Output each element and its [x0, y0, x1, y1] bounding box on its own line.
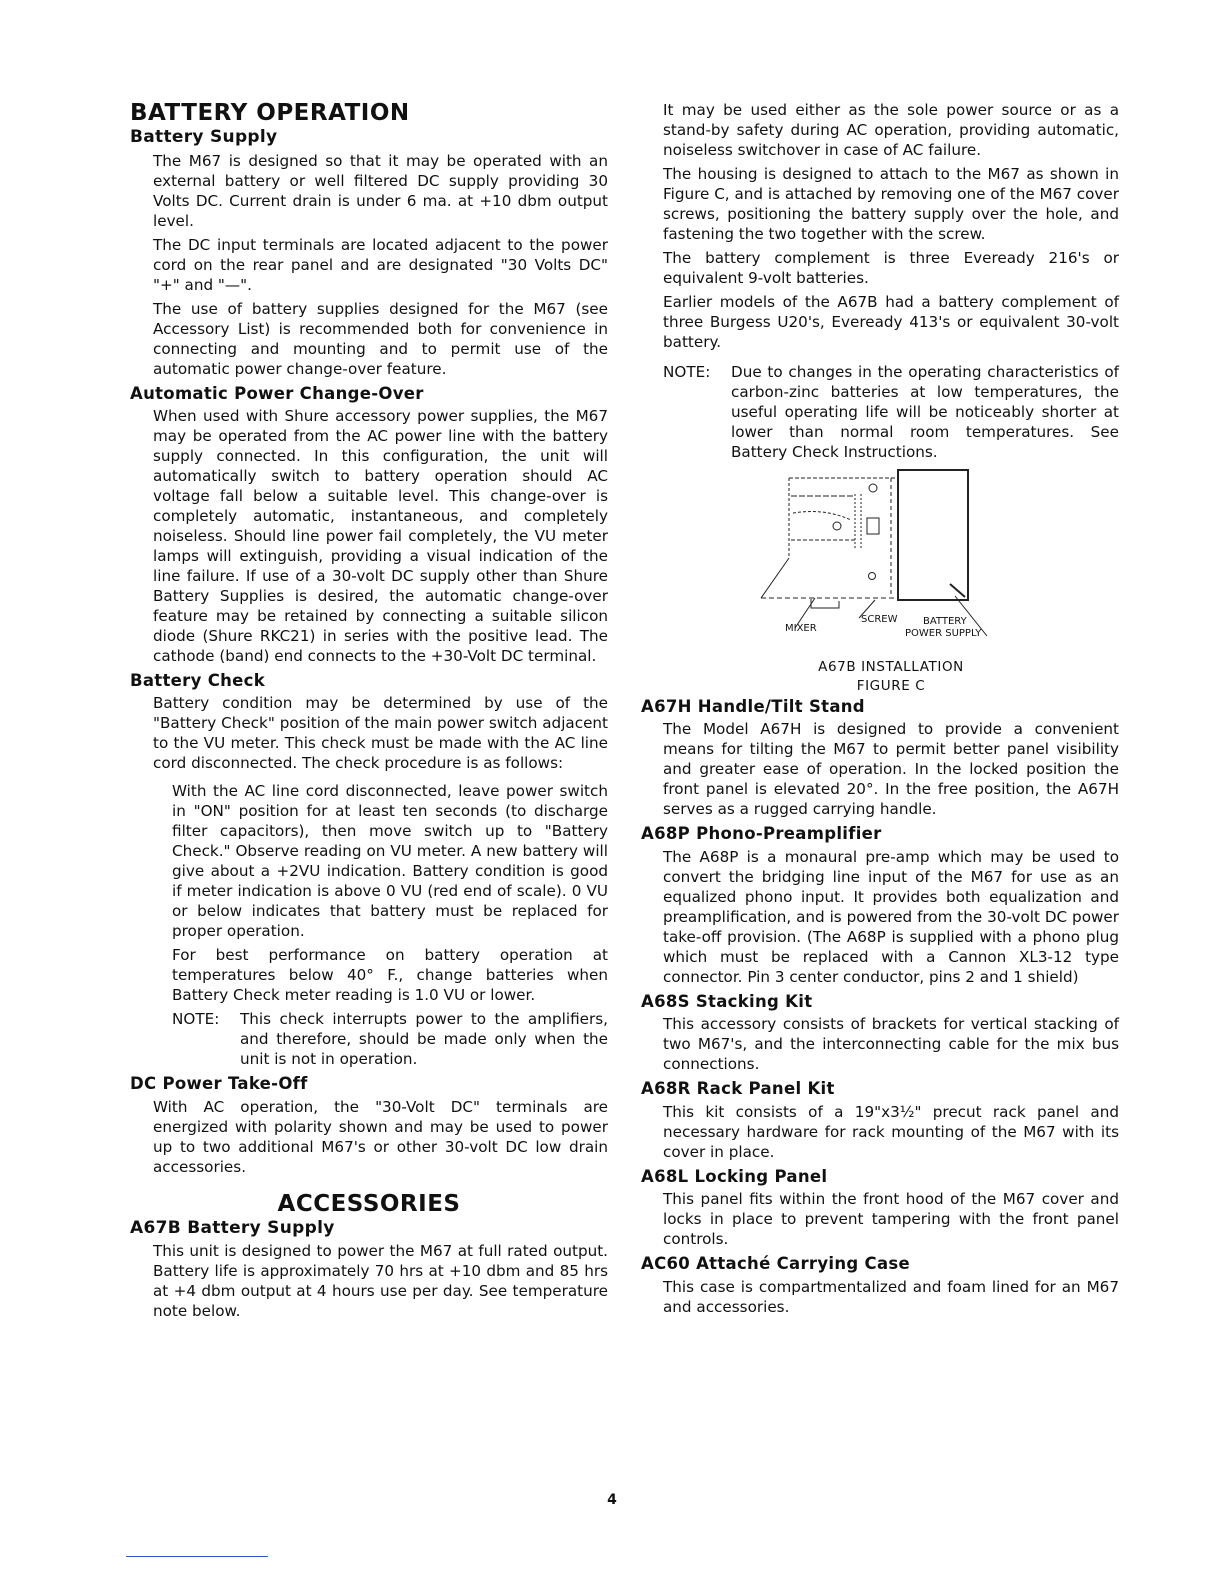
a68r-p1: This kit consists of a 19"x3½" precut rack panel and necessary hardware for rack mounting of the M67 with its cover in place. — [663, 1102, 1119, 1161]
ac60-p1: This case is compartmentalized and foam lined for an M67 and accessories. — [663, 1277, 1119, 1316]
battery-supply-section — [130, 126, 608, 378]
battery-operation-title: BATTERY OPERATION — [130, 100, 410, 126]
a67h-p1: The Model A67H is designed to provide a convenient means for tilting the M67 to permit better panel visibility and greater ease of operation. In the locked position the front panel is elevated 20°. In the free position, the A67H serves as a rugged carrying handle. — [663, 720, 1119, 819]
a67b-p1: This unit is designed to power the M67 at full rated output. Battery life is approximately 70 hrs at +10 dbm and 85 hrs at +4 dbm output at 4 hours use per day. See temperature note below. — [153, 1242, 608, 1321]
accessories-title: ACCESSORIES — [277, 1190, 461, 1217]
battery-check-p1: Battery condition may be determined by use of the "Battery Check" position of the main power switch adjacent to the VU meter. This check must be made with the AC line cord disconnected. The check procedure is as follows: — [153, 694, 608, 773]
ac60-heading: AC60 Attaché Carrying Case — [641, 1254, 911, 1274]
a68p-section — [641, 823, 1119, 986]
a67b-cont-p1: It may be used either as the sole power source or as a stand-by safety during AC operation, providing automatic, noiseless switchover in case of AC failure. — [663, 101, 1119, 159]
auto-change-heading: Automatic Power Change-Over — [130, 383, 424, 403]
dc-takeoff-heading: DC Power Take-Off — [130, 1074, 308, 1094]
battery-check-section — [130, 670, 608, 1069]
a68p-p1: The A68P is a monaural pre-amp which may be used to convert the bridging line input of the M67 for use as an equalized phono input. It provides both equalization and preamplification, and is powered from the 30-volt DC power take-off provision. (The A68P is supplied with a phono plug which must be replaced with a Cannon XL3-12 type connector. Pin 3 center conductor, pins 2 and 1 shield) — [663, 847, 1119, 986]
page-number: 4 — [607, 1492, 617, 1508]
figure-label-power-supply: POWER SUPPLY — [905, 628, 982, 639]
a68s-p1: This accessory consists of brackets for vertical stacking of two M67's, and the interconnecting cable for the mix bus connections. — [663, 1015, 1119, 1074]
battery-supply-p1: The M67 is designed so that it may be operated with an external battery or well filtered DC supply providing 30 Volts DC. Current drain is under 6 ma. at +10 dbm output level. — [153, 151, 608, 230]
battery-supply-heading: Battery Supply — [130, 127, 278, 148]
a67b-cont-p3: The battery complement is three Eveready 216's or equivalent 9-volt batteries. — [663, 249, 1119, 287]
a68s-section — [641, 991, 1119, 1074]
auto-change-section — [130, 383, 608, 666]
a67h-section — [641, 696, 1119, 819]
battery-check-note — [130, 1009, 608, 1069]
battery-supply-p3: The use of battery supplies designed for the M67 (see Accessory List) is recommended both for convenience in connecting and mounting and to permit use of the automatic power change-over feature. — [153, 299, 608, 378]
temperature-note-text: Due to changes in the operating characteristics of carbon-zinc batteries at low temperatures, the useful operating life will be noticeably shorter at lower than normal room temperatures. See Battery Check Instructions. — [731, 363, 1119, 461]
figure-label-mixer: MIXER — [785, 623, 817, 634]
left-column — [130, 100, 608, 1325]
a68s-heading: A68S Stacking Kit — [641, 991, 813, 1011]
figure-c — [663, 468, 1119, 658]
dc-takeoff-section — [130, 1073, 608, 1176]
a67b-section — [130, 1217, 608, 1321]
figure-caption-2: FIGURE C — [856, 678, 926, 694]
a68r-section — [641, 1078, 1119, 1161]
battery-check-note-label: NOTE: — [172, 1010, 220, 1029]
battery-check-heading: Battery Check — [130, 670, 266, 690]
battery-check-note-text: This check interrupts power to the amplifiers, and therefore, should be made only when the unit is not in operation. — [240, 1010, 608, 1069]
footer-rule — [126, 1556, 268, 1557]
auto-change-p1: When used with Shure accessory power supplies, the M67 may be operated from the AC power line with the battery supply connected. In this configuration, the unit will automatically switch to battery operation should AC voltage fall below a suitable level. This change-over is completely automatic, instantaneous, and completely noiseless. Should line power fail completely, the VU meter lamps will extinguish, providing a visual indication of the line failure. If use of a 30-volt DC supply other than Shure Battery Supplies is desired, the automatic change-over feature may be retained by connecting a suitable silicon diode (Shure RKC21) in series with the positive lead. The cathode (band) end connects to the +30-Volt DC terminal. — [153, 406, 608, 665]
figure-label-screw: SCREW — [861, 614, 898, 625]
figure-caption-1: A67B INSTALLATION — [818, 659, 964, 675]
figure-label-battery: BATTERY — [923, 616, 967, 627]
battery-supply-p2: The DC input terminals are located adjacent to the power cord on the rear panel and are designated "30 Volts DC" "+" and "—". — [153, 235, 608, 294]
a67b-cont-p2: The housing is designed to attach to the M67 as shown in Figure C, and is attached by removing one of the M67 cover screws, positioning the battery supply over the hole, and fastening the two together with the screw. — [663, 165, 1120, 243]
a67h-heading: A67H Handle/Tilt Stand — [641, 697, 865, 716]
a68l-section — [641, 1166, 1119, 1249]
a68p-heading: A68P Phono-Preamplifier — [641, 824, 882, 844]
temperature-note — [663, 362, 1119, 462]
temperature-note-label: NOTE: — [663, 363, 711, 381]
battery-check-p2: With the AC line cord disconnected, leave power switch in "ON" position for at least ten seconds (to discharge filter capacitors), then move switch up to "Battery Check." Observe reading on VU meter. A new battery will give about a +2VU indication. Battery condition is good if meter indication is above 0 VU (red end of scale). 0 VU or below indicates that battery must be replaced for proper operation. — [172, 782, 608, 941]
a67b-installation-diagram — [755, 468, 1055, 658]
a67b-cont-p4: Earlier models of the A67B had a battery complement of three Burgess U20's, Eveready 413's or equivalent 30-volt battery. — [663, 293, 1119, 351]
right-column — [641, 100, 1120, 1321]
a67b-heading: A67B Battery Supply — [130, 1218, 335, 1239]
ac60-section — [641, 1253, 1119, 1316]
a68l-p1: This panel fits within the front hood of the M67 cover and locks in place to prevent tampering with the front panel controls. — [663, 1190, 1119, 1249]
a68r-heading: A68R Rack Panel Kit — [641, 1079, 835, 1099]
dc-takeoff-p1: With AC operation, the "30-Volt DC" terminals are energized with polarity shown and may be used to power up to two additional M67's or other 30-volt DC low drain accessories. — [153, 1097, 608, 1176]
battery-check-p3: For best performance on battery operation at temperatures below 40° F., change batteries when Battery Check meter reading is 1.0 VU or lower. — [172, 946, 608, 1005]
a68l-heading: A68L Locking Panel — [641, 1166, 828, 1186]
